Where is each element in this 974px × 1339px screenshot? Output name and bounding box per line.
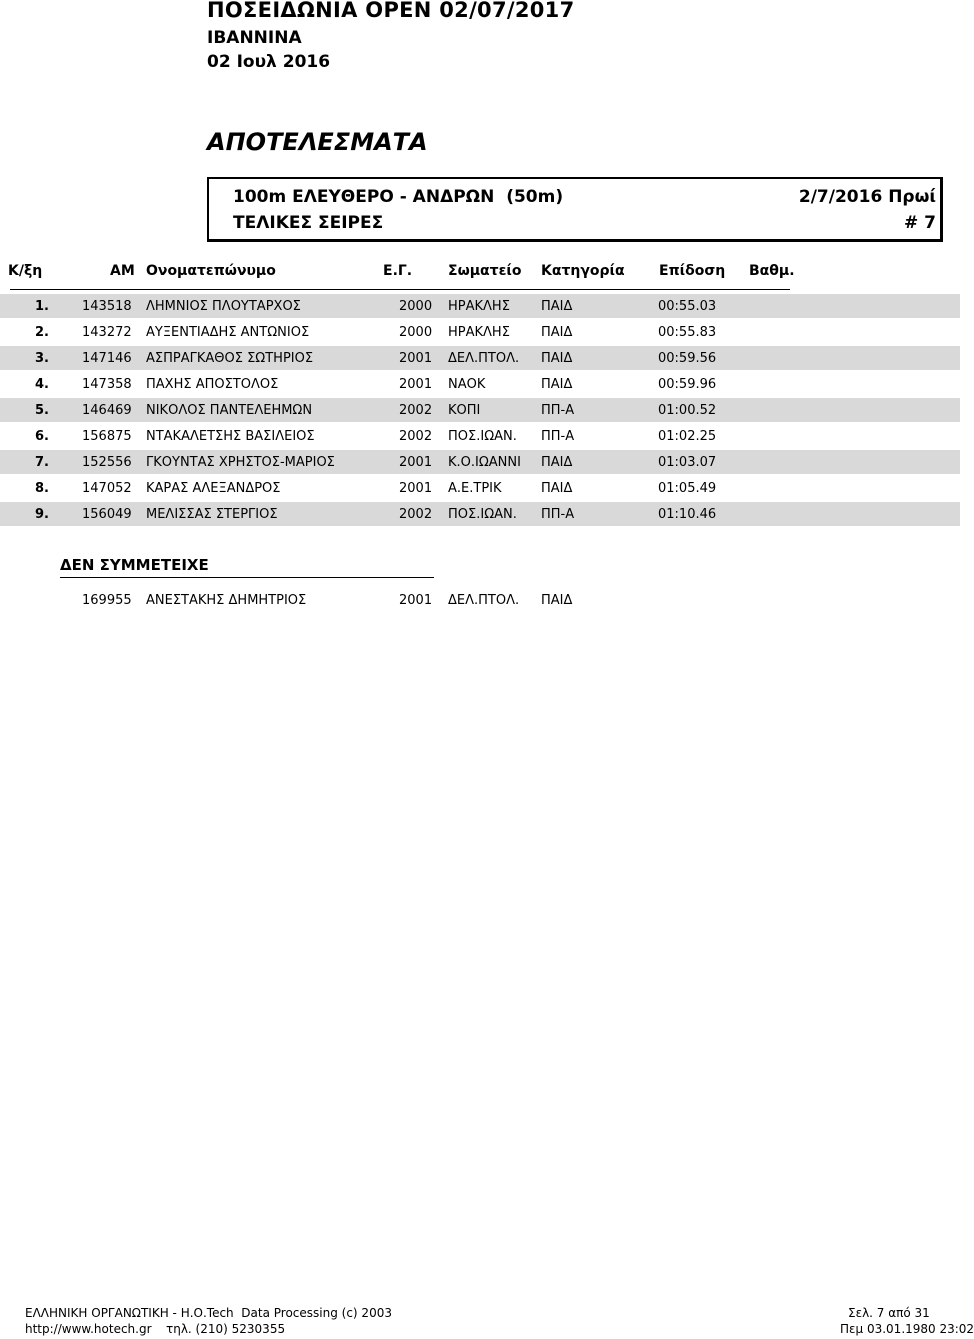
- result-time: 01:03.07: [658, 455, 717, 470]
- result-am: 147358: [82, 377, 132, 392]
- footer-org: ΕΛΛΗΝΙΚΗ ΟΡΓΑΝΩΤΙΚΗ - Η.Ο.Tech Data Processing (c) 2003: [25, 1306, 392, 1320]
- result-row: [0, 502, 960, 526]
- dns-yob: 2001: [399, 593, 433, 608]
- result-name: ΠΑΧΗΣ ΑΠΟΣΤΟΛΟΣ: [146, 377, 279, 392]
- result-name: ΛΗΜΝΙΟΣ ΠΛΟΥΤΑΡΧΟΣ: [146, 299, 301, 314]
- column-header-rank: Κ/ξη: [8, 263, 43, 279]
- result-club: ΗΡΑΚΛΗΣ: [448, 299, 510, 314]
- result-time: 00:55.03: [658, 299, 717, 314]
- result-yob: 2000: [399, 325, 433, 340]
- column-header-am: ΑΜ: [110, 263, 135, 279]
- result-am: 147052: [82, 481, 132, 496]
- result-row: [0, 346, 960, 370]
- result-am: 146469: [82, 403, 132, 418]
- result-name: ΑΣΠΡΑΓΚΑΘΟΣ ΣΩΤΗΡΙΟΣ: [146, 351, 314, 366]
- result-time: 00:59.96: [658, 377, 717, 392]
- result-row: [0, 398, 960, 422]
- result-club: ΠΟΣ.ΙΩΑΝ.: [448, 429, 517, 444]
- result-rank: 4.: [35, 377, 49, 392]
- result-row: [0, 294, 960, 318]
- result-time: 01:10.46: [658, 507, 717, 522]
- result-club: ΔΕΛ.ΠΤΟΛ.: [448, 351, 520, 366]
- result-club: Κ.Ο.ΙΩΑΝΝΙ: [448, 455, 521, 470]
- result-row: [0, 424, 960, 448]
- result-am: 152556: [82, 455, 132, 470]
- column-header-club: Σωματείο: [448, 263, 522, 279]
- results-heading: ΑΠΟΤΕΛΕΣΜΑΤΑ: [207, 128, 428, 156]
- result-row: [0, 476, 960, 500]
- result-yob: 2000: [399, 299, 433, 314]
- result-time: 00:59.56: [658, 351, 717, 366]
- footer-url[interactable]: http://www.hotech.gr: [25, 1322, 152, 1336]
- result-row: [0, 450, 960, 474]
- result-rank: 5.: [35, 403, 49, 418]
- result-category: ΠΑΙΔ: [541, 325, 573, 340]
- result-yob: 2001: [399, 351, 433, 366]
- event-date-session: 2/7/2016 Πρωί: [798, 187, 936, 207]
- dns-rule: [60, 577, 434, 578]
- result-yob: 2001: [399, 481, 433, 496]
- result-am: 156049: [82, 507, 132, 522]
- result-time: 01:02.25: [658, 429, 717, 444]
- result-rank: 6.: [35, 429, 49, 444]
- result-rank: 7.: [35, 455, 49, 470]
- footer-page-number: Σελ. 7 από 31: [848, 1306, 930, 1320]
- result-category: ΠΑΙΔ: [541, 377, 573, 392]
- result-club: ΝΑΟΚ: [448, 377, 486, 392]
- dns-heading: ΔΕΝ ΣΥΜΜΕΤΕΙΧΕ: [60, 556, 209, 574]
- column-header-yob: Ε.Γ.: [383, 263, 413, 279]
- result-category: ΠΑΙΔ: [541, 299, 573, 314]
- result-name: ΜΕΛΙΣΣΑΣ ΣΤΕΡΓΙΟΣ: [146, 507, 278, 522]
- result-yob: 2001: [399, 455, 433, 470]
- dns-am: 169955: [82, 593, 132, 608]
- result-category: ΠΑΙΔ: [541, 351, 573, 366]
- event-number: # 7: [904, 213, 936, 233]
- result-category: ΠΑΙΔ: [541, 455, 573, 470]
- result-am: 147146: [82, 351, 132, 366]
- result-name: ΓΚΟΥΝΤΑΣ ΧΡΗΣΤΟΣ-ΜΑΡΙΟΣ: [146, 455, 335, 470]
- event-phase: ΤΕΛΙΚΕΣ ΣΕΙΡΕΣ: [233, 213, 384, 233]
- result-rank: 1.: [35, 299, 49, 314]
- result-yob: 2002: [399, 403, 433, 418]
- result-am: 156875: [82, 429, 132, 444]
- result-yob: 2002: [399, 429, 433, 444]
- result-club: ΚΟΠΙ: [448, 403, 481, 418]
- dns-club: ΔΕΛ.ΠΤΟΛ.: [448, 593, 520, 608]
- column-header-name: Ονοματεπώνυμο: [146, 263, 276, 279]
- result-am: 143518: [82, 299, 132, 314]
- column-header-points: Βαθμ.: [749, 263, 795, 279]
- result-name: ΝΤΑΚΑΛΕΤΣΗΣ ΒΑΣΙΛΕΙΟΣ: [146, 429, 315, 444]
- result-rank: 2.: [35, 325, 49, 340]
- result-rank: 9.: [35, 507, 49, 522]
- result-rank: 8.: [35, 481, 49, 496]
- result-am: 143272: [82, 325, 132, 340]
- dns-row: [0, 588, 960, 612]
- result-category: ΠΠ-Α: [541, 429, 575, 444]
- result-time: 00:55.83: [658, 325, 717, 340]
- meet-date: 02 Ιουλ 2016: [207, 52, 331, 72]
- column-header-time: Επίδοση: [659, 263, 726, 279]
- result-time: 01:05.49: [658, 481, 717, 496]
- result-category: ΠΠ-Α: [541, 507, 575, 522]
- result-name: ΚΑΡΑΣ ΑΛΕΞΑΝΔΡΟΣ: [146, 481, 281, 496]
- event-name: 100m ΕΛΕΥΘΕΡΟ - ΑΝΔΡΩΝ (50m): [233, 187, 564, 207]
- result-club: Α.Ε.ΤΡΙΚ: [448, 481, 502, 496]
- result-club: ΠΟΣ.ΙΩΑΝ.: [448, 507, 517, 522]
- footer-phone: τηλ. (210) 5230355: [166, 1322, 286, 1336]
- result-yob: 2002: [399, 507, 433, 522]
- result-name: ΑΥΞΕΝΤΙΑΔΗΣ ΑΝΤΩΝΙΟΣ: [146, 325, 310, 340]
- result-row: [0, 372, 960, 396]
- meet-title: ΠΟΣΕΙΔΩΝΙΑ OPEN 02/07/2017: [207, 0, 575, 22]
- result-yob: 2001: [399, 377, 433, 392]
- result-name: ΝΙΚΟΛΟΣ ΠΑΝΤΕΛΕΗΜΩΝ: [146, 403, 313, 418]
- meet-city: ΙΒΑΝΝΙΝΑ: [207, 28, 302, 48]
- column-header-category: Κατηγορία: [541, 263, 625, 279]
- header-rule: [10, 289, 790, 290]
- result-category: ΠΑΙΔ: [541, 481, 573, 496]
- result-time: 01:00.52: [658, 403, 717, 418]
- dns-category: ΠΑΙΔ: [541, 593, 573, 608]
- result-category: ΠΠ-Α: [541, 403, 575, 418]
- dns-name: ΑΝΕΣΤΑΚΗΣ ΔΗΜΗΤΡΙΟΣ: [146, 593, 307, 608]
- result-rank: 3.: [35, 351, 49, 366]
- footer-print-date: Πεμ 03.01.1980 23:02: [840, 1322, 974, 1336]
- result-row: [0, 320, 960, 344]
- event-box: [207, 177, 943, 242]
- result-club: ΗΡΑΚΛΗΣ: [448, 325, 510, 340]
